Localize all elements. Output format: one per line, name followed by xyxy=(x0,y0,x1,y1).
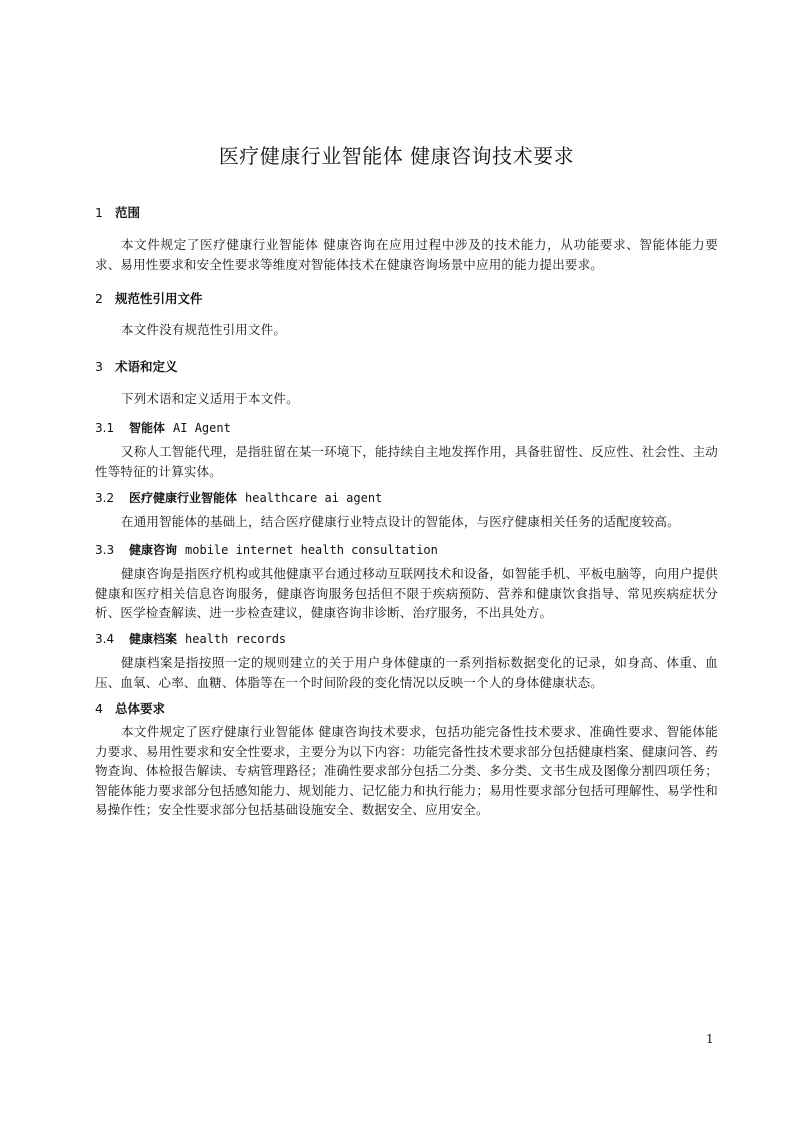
section-heading-general-requirements xyxy=(95,699,165,717)
section-number: 2 xyxy=(95,291,103,306)
term-number: 3.4 xyxy=(95,632,115,646)
term-zh: 健康咨询 xyxy=(129,543,178,557)
section-title: 总体要求 xyxy=(115,701,166,716)
term-number: 3.2 xyxy=(95,491,115,505)
section-title: 规范性引用文件 xyxy=(115,291,203,306)
term-zh: 智能体 xyxy=(129,421,166,435)
term-definition-health-consultation: 健康咨询是指医疗机构或其他健康平台通过移动互联网技术和设备，如智能手机、平板电脑等，向用户提供健康和医疗相关信息咨询服务，健康咨询服务包括但不限于疾病预防、营养和健康饮食指导、常见疾病症状分析、医学检查解读、进一步检查建议，健康咨询非诊断、治疗服务，不出具处方。 xyxy=(95,566,718,620)
term-number: 3.3 xyxy=(95,543,115,557)
term-definition-health-records: 健康档案是指按照一定的规则建立的关于用户身体健康的一系列指标数据变化的记录，如身高、体重、血压、血氧、心率、血糖、体脂等在一个时间阶段的变化情况以反映一个人的身体健康状态。 xyxy=(95,655,718,690)
section-title: 范围 xyxy=(115,205,141,220)
term-heading-health-records xyxy=(95,630,286,647)
document-title: 医疗健康行业智能体 健康咨询技术要求 xyxy=(218,144,575,168)
normative-references-paragraph: 本文件没有规范性引用文件。 xyxy=(121,322,287,337)
term-zh: 健康档案 xyxy=(129,632,178,646)
page-number: 1 xyxy=(706,1032,714,1046)
section-number: 3 xyxy=(95,359,103,374)
term-heading-healthcare-ai-agent xyxy=(95,489,382,506)
section-heading-scope xyxy=(95,203,140,221)
section-title: 术语和定义 xyxy=(115,359,178,374)
section-number: 1 xyxy=(95,205,103,220)
section-heading-terms xyxy=(95,357,178,375)
term-definition-healthcare-ai-agent: 在通用智能体的基础上，结合医疗健康行业特点设计的智能体，与医疗健康相关任务的适配度较高。 xyxy=(121,514,680,529)
terms-intro-paragraph: 下列术语和定义适用于本文件。 xyxy=(121,391,299,406)
scope-paragraph: 本文件规定了医疗健康行业智能体 健康咨询在应用过程中涉及的技术能力，从功能要求、智能体能力要求、易用性要求和安全性要求等维度对智能体技术在健康咨询场景中应用的能力提出要求。 xyxy=(95,237,718,272)
term-zh: 医疗健康行业智能体 xyxy=(129,491,238,505)
term-en: AI Agent xyxy=(173,421,231,435)
section-heading-normative-references xyxy=(95,289,203,307)
term-heading-health-consultation xyxy=(95,541,438,558)
term-heading-ai-agent xyxy=(95,419,231,436)
term-definition-ai-agent: 又称人工智能代理，是指驻留在某一环境下，能持续自主地发挥作用，具备驻留性、反应性、社会性、主动性等特征的计算实体。 xyxy=(95,444,718,479)
term-en: mobile internet health consultation xyxy=(185,543,438,557)
term-en: health records xyxy=(185,632,287,646)
term-en: healthcare ai agent xyxy=(245,491,383,505)
section-number: 4 xyxy=(95,701,103,716)
term-number: 3.1 xyxy=(95,421,115,435)
general-requirements-paragraph: 本文件规定了医疗健康行业智能体 健康咨询技术要求，包括功能完备性技术要求、准确性要求、智能体能力要求、易用性要求和安全性要求，主要分为以下内容：功能完备性技术要求部分包括健康档案、健康问答、药物查询、体检报告解读、专病管理路径；准确性要求部分包括二分类、多分类、文书生成及图像分割四项任务；智能体能力要求部分包括感知能力、规划能力、记忆能力和执行能力；易用性要求部分包括可理解性、易学性和易操作性；安全性要求部分包括基础设施安全、数据安全、应用安全。 xyxy=(95,724,718,817)
